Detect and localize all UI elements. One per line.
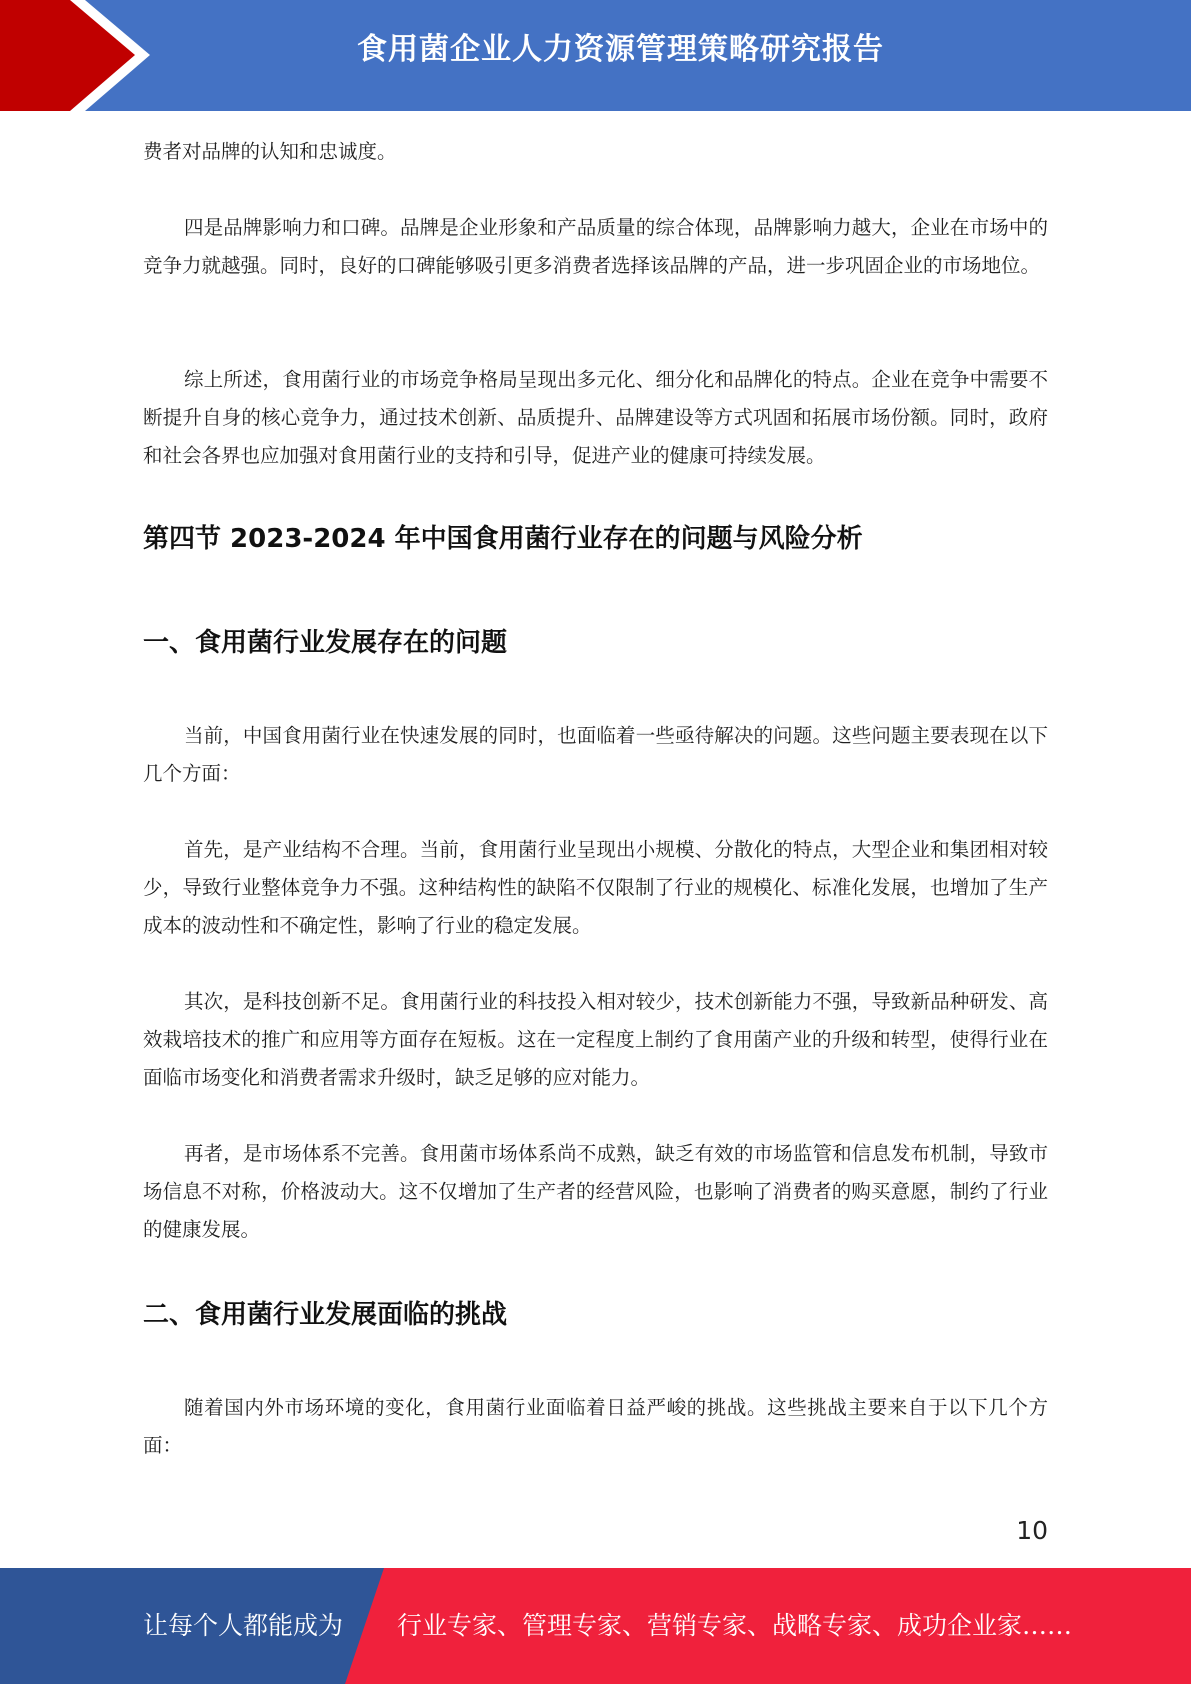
- section-heading: 第四节 2023-2024 年中国食用菌行业存在的问题与风险分析: [143, 524, 863, 554]
- paragraph-brand-influence: 四是品牌影响力和口碑。品牌是企业形象和产品质量的综合体现，品牌影响力越大，企业在市场中的竞争力就越强。同时，良好的口碑能够吸引更多消费者选择该品牌的产品，进一步巩固企业的市场地位。: [143, 216, 1048, 277]
- paragraph-industry-structure: 首先，是产业结构不合理。当前，食用菌行业呈现出小规模、分散化的特点，大型企业和集团相对较少，导致行业整体竞争力不强。这种结构性的缺陷不仅限制了行业的规模化、标准化发展，也增加了生产成本的波动性和不确定性，影响了行业的稳定发展。: [143, 838, 1048, 937]
- paragraph-continuation: 费者对品牌的认知和忠诚度。: [143, 140, 397, 163]
- page-number: 10: [1016, 1516, 1048, 1545]
- document-title: 食用菌企业人力资源管理策略研究报告: [357, 32, 884, 67]
- paragraph-challenges-intro: 随着国内外市场环境的变化，食用菌行业面临着日益严峻的挑战。这些挑战主要来自于以下几个方面：: [143, 1396, 1048, 1457]
- page-footer: [0, 1568, 1191, 1684]
- paragraph-market-system: 再者，是市场体系不完善。食用菌市场体系尚不成熟，缺乏有效的市场监管和信息发布机制，导致市场信息不对称，价格波动大。这不仅增加了生产者的经营风险，也影响了消费者的购买意愿，制约了行业的健康发展。: [143, 1142, 1048, 1241]
- paragraph-summary: 综上所述，食用菌行业的市场竞争格局呈现出多元化、细分化和品牌化的特点。企业在竞争中需要不断提升自身的核心竞争力，通过技术创新、品质提升、品牌建设等方式巩固和拓展市场份额。同时，政府和社会各界也应加强对食用菌行业的支持和引导，促进产业的健康可持续发展。: [143, 368, 1048, 467]
- footer-slogan-left: 让每个人都能成为: [143, 1611, 344, 1640]
- paragraph-tech-innovation: 其次，是科技创新不足。食用菌行业的科技投入相对较少，技术创新能力不强，导致新品种研发、高效栽培技术的推广和应用等方面存在短板。这在一定程度上制约了食用菌产业的升级和转型，使得行业在面临市场变化和消费者需求升级时，缺乏足够的应对能力。: [143, 990, 1048, 1089]
- subsection-heading-challenges: 二、食用菌行业发展面临的挑战: [143, 1300, 508, 1330]
- page-header: [0, 0, 1191, 111]
- subsection-heading-problems: 一、食用菌行业发展存在的问题: [143, 628, 508, 658]
- footer-slogan-right: 行业专家、管理专家、营销专家、战略专家、成功企业家……: [397, 1611, 1073, 1640]
- paragraph-problems-intro: 当前，中国食用菌行业在快速发展的同时，也面临着一些亟待解决的问题。这些问题主要表现在以下几个方面：: [143, 724, 1048, 785]
